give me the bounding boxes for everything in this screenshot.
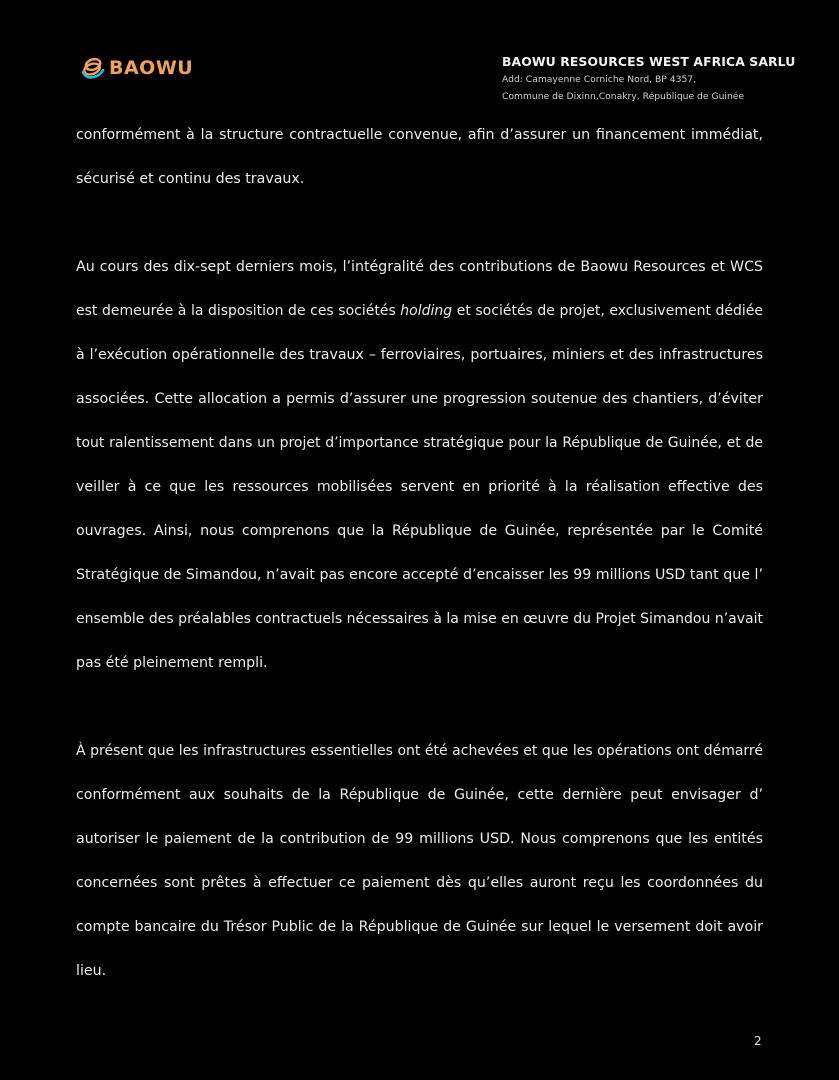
text-line: lieu.	[76, 963, 107, 979]
text-line: Au cours des dix-sept derniers mois, l’intégralité des contributions de Baowu Resources et WCS	[76, 259, 763, 275]
company-address	[502, 71, 795, 105]
text-line: sécurisé et continu des travaux.	[76, 171, 305, 187]
baowu-ring-logo-icon	[80, 56, 106, 80]
logo-wordmark: BAOWU	[109, 57, 194, 79]
company-header	[502, 54, 795, 105]
italic-term: holding	[400, 303, 453, 319]
brand-logo	[80, 56, 193, 80]
text-line	[76, 289, 763, 333]
text-line: ouvrages. Ainsi, nous comprenons que la République de Guinée, représentée par le Comité	[76, 523, 763, 539]
text-line: conformément aux souhaits de la République de Guinée, cette dernière peut envisager d’	[76, 787, 763, 803]
text-line: concernées sont prêtes à effectuer ce paiement dès qu’elles auront reçu les coordonnées du	[76, 875, 763, 891]
text-line: associées. Cette allocation a permis d’assurer une progression soutenue des chantiers, d’éviter	[76, 391, 763, 407]
text-line: pas été pleinement rempli.	[76, 655, 268, 671]
paragraph-1	[76, 113, 763, 201]
text-line: compte bancaire du Trésor Public de la République de Guinée sur lequel le versement doit avoir	[76, 919, 763, 935]
text-line: à l’exécution opérationnelle des travaux – ferroviaires, portuaires, miniers et des infrastructures	[76, 347, 763, 363]
text-segment: est demeurée à la disposition de ces sociétés	[76, 303, 401, 319]
paragraph-spacer	[76, 201, 763, 245]
text-line: tout ralentissement dans un projet d’importance stratégique pour la République de Guinée, et de	[76, 435, 763, 451]
text-segment: et sociétés de projet, exclusivement dédiée	[452, 303, 763, 319]
text-line: À présent que les infrastructures essentielles ont été achevées et que les opérations ont démarré	[76, 743, 763, 759]
paragraph-2	[76, 245, 763, 685]
text-line: autoriser le paiement de la contribution de 99 millions USD. Nous comprenons que les entités	[76, 831, 763, 847]
company-name: BAOWU RESOURCES WEST AFRICA SARLU	[502, 54, 796, 69]
paragraph-3	[76, 729, 763, 993]
page-number: 2	[754, 1034, 762, 1048]
letter-body	[76, 113, 763, 993]
address-line-2: Commune de Dixinn,Conakry, République de Guinée	[502, 91, 745, 102]
address-line-1: Add: Camayenne Corniche Nord, BP 4357,	[502, 74, 697, 85]
text-line: conformément à la structure contractuelle convenue, afin d’assurer un financement immédiat,	[76, 127, 763, 143]
text-line: veiller à ce que les ressources mobilisées servent en priorité à la réalisation effective des	[76, 479, 763, 495]
text-line: Stratégique de Simandou, n’avait pas encore accepté d’encaisser les 99 millions USD tant que l’	[76, 567, 763, 583]
text-line: ensemble des préalables contractuels nécessaires à la mise en œuvre du Projet Simandou n’avait	[76, 611, 763, 627]
paragraph-spacer	[76, 685, 763, 729]
